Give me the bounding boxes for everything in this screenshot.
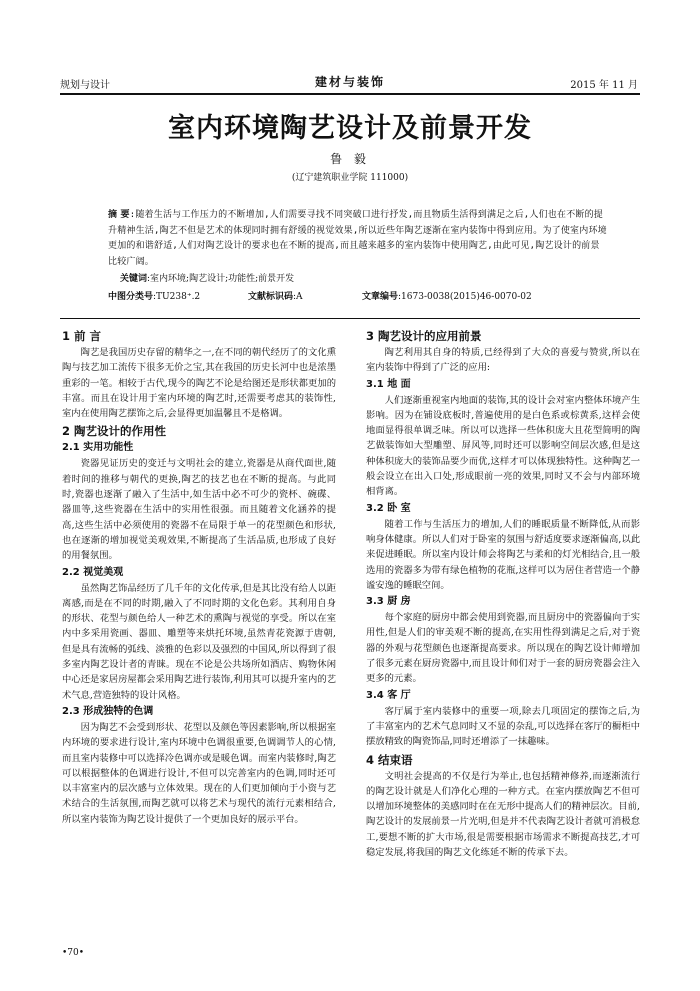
section-3-2-heading: 3.2 卧 室 — [366, 502, 411, 514]
section-3-4-heading: 3.4 客 厅 — [366, 689, 411, 701]
keywords — [120, 271, 294, 284]
section-3-1-paragraph: 人们逐渐重视室内地面的装饰,其的设计会对室内整体环境产生影响。因为在铺设底板时,普遍使用的是白色系或棕黄系,这样会使地面显得很单调乏味。所以可以选择一些体积庞大且花型简明的陶艺做装饰如大型雕塑、屏风等,同时还可以影响空间层次感,但是这种体积庞大的装饰品要少而优,这样才可以体现独特性。这种陶艺一般会设立在出入口处,形成眼前一亮的效果,同时又不会与内部环境相背离。 — [366, 394, 640, 498]
article-label: 文章编号 — [362, 292, 399, 302]
article-title: 室内环境陶艺设计及前景开发 — [168, 113, 532, 144]
article-number — [362, 289, 532, 302]
section-4-heading: 4 结束语 — [366, 752, 413, 767]
header-rule — [60, 93, 640, 95]
affiliation: (辽宁建筑职业学院 111000) — [291, 173, 409, 183]
section-2-heading: 2 陶艺设计的作用性 — [62, 424, 167, 439]
section-2-3-paragraph: 因为陶艺不会受到形状、花型以及颜色等因素影响,所以根据室内环境的要求进行设计,室内环境中色调很重要,色调调节人的心情,而且室内装修中可以选择冷色调亦或是暖色调。而室内装修时,陶艺可以根据整体的色调进行设计,不但可以完善室内的色调,同时还可以丰富室内的层次感与立体效果。现在的人们更加倾向于小资与艺术结合的生活氛围,而陶艺就可以将艺术与现代的流行元素相结合,所以室内装饰为陶艺设计提供了一个更加良好的展示平台。 — [62, 721, 336, 825]
page-number: •70• — [62, 948, 85, 958]
doc-code — [248, 289, 303, 302]
section-3-3-paragraph: 每个家庭的厨房中都会使用到瓷器,而且厨房中的瓷器偏向于实用性,但是人们的审美观不断的提高,在实用性得到满足之后,对于瓷器的外观与花型颜色也逐渐提高要求。所以现在的陶艺设计师增加了很多元素在厨房瓷器中,而且设计师们对于一套的厨房瓷器会注入更多的元素。 — [366, 612, 640, 685]
section-1-paragraph: 陶艺是我国历史存留的精华之一,在不同的朝代经历了的文化熏陶与技艺加工流传下很多无价之宝,其在我国的历史长河中也是浓墨重彩的一笔。相较于古代,现今的陶艺不论是给图还是形状都更加的丰富。而且在设计用于室内环境的陶艺时,还需要考虑其的装饰性,室内在使用陶艺摆饰之后,会显得更加温馨且不是格调。 — [62, 347, 336, 420]
keywords-text: :室内环境;陶艺设计;功能性;前景开发 — [147, 274, 295, 284]
right-column — [366, 326, 640, 860]
section-2-2-paragraph: 虽然陶艺饰品经历了几千年的文化传承,但是其比没有给人以距离感,而是在不同的时期,融入了不同时期的文化色彩。其利用自身的形状、花型与颜色给人一种艺术的熏陶与视觉的享受。所以在室内中多采用瓷画、器皿、雕塑等来烘托环境,虽然青花瓷源于唐朝,但是具有流畅的弧线、淡雅的色彩以及强烈的中国风,所以得到了很多室内陶艺设计者的青睐。现在不论是公共场所如酒店、购物休闲中心还是家居房屋都会采用陶艺进行装饰,利用其可以提升室内的艺术气息,营造独特的设计风格。 — [62, 582, 336, 701]
doc-value: :A — [293, 292, 303, 302]
section-3-2-paragraph: 随着工作与生活压力的增加,人们的睡眠质量不断降低,从而影响身体健康。所以人们对于卧室的氛围与舒适度要求逐渐偏高,以此来促进睡眠。所以室内设计师会将陶艺与柔和的灯光相结合,且一般选用的瓷器多为带有绿色植物的花瓶,这样可以为居住者营造一个静谧安逸的睡眠空间。 — [366, 518, 640, 591]
abstract-label: 摘 要 — [108, 210, 130, 220]
journal-name: 建材与装饰 — [314, 75, 385, 89]
section-3-4-paragraph: 客厅属于室内装修中的重要一项,除去几项固定的摆饰之后,为了丰富室内的艺术气息同时又不显的杂乱,可以选择在客厅的橱柜中摆放精致的陶瓷饰品,同时还增添了一抹趣味。 — [366, 705, 640, 748]
keywords-label: 关键词 — [120, 274, 148, 284]
section-3-1-heading: 3.1 地 面 — [366, 378, 411, 390]
section-4-paragraph: 文明社会提高的不仅是行为举止,也包括精神修养,而逐渐流行的陶艺设计就是人们净化心理的一种方式。在室内摆放陶艺不但可以增加环境整体的美感同时在在无形中提高人们的精神层次。目前,陶艺设计的发展前景一片光明,但是并不代表陶艺设计者就可消极怠工,要想不断的扩大市场,很是需要根据市场需求不断提高技艺,才可稳定发展,将我国的陶艺文化练延不断的传承下去。 — [366, 770, 640, 859]
issue-date: 2015 年 11 月 — [570, 80, 638, 91]
section-2-2-heading: 2.2 视觉美观 — [62, 566, 124, 578]
section-3-paragraph: 陶艺利用其自身的特质,已经得到了大众的喜爱与赞赏,所以在室内装饰中得到了广泛的应用: — [366, 347, 640, 374]
journal-section: 规划与设计 — [60, 80, 110, 91]
clc-label: 中图分类号 — [108, 292, 154, 302]
section-2-1-heading: 2.1 实用功能性 — [62, 442, 134, 454]
section-3-heading: 3 陶艺设计的应用前景 — [366, 329, 482, 343]
section-1-heading: 1 前 言 — [62, 329, 102, 343]
doc-label: 文献标识码 — [248, 292, 294, 302]
abstract — [108, 208, 608, 270]
section-2-3-heading: 2.3 形成独特的色调 — [62, 705, 154, 717]
body-separator — [60, 318, 640, 319]
author: 鲁 毅 — [330, 152, 370, 166]
clc-value: :TU238⁺.2 — [153, 292, 201, 302]
article-value: :1673-0038(2015)46-0070-02 — [398, 292, 532, 302]
clc-number — [108, 289, 200, 302]
abstract-text: :随着生活与工作压力的不断增加,人们需要寻找不同突破口进行抒发,而且物质生活得到满足之后,人们也在不断的提升精神生活,陶艺不但是艺术的体现同时拥有舒缓的视觉效果,所以近些年陶艺逐渐在室内装饰中得到应用。为了使室内环境更加的和谐舒适,人们对陶艺设计的要求也在不断的提高,而且越来越多的室内装饰中使用陶艺,由此可见,陶艺设计的前景比较广阔。 — [108, 210, 607, 267]
left-column — [62, 326, 336, 827]
section-3-3-heading: 3.3 厨 房 — [366, 596, 411, 608]
section-2-1-paragraph: 瓷器见证历史的变迁与文明社会的建立,瓷器是从商代面世,随着时间的推移与朝代的更换,陶艺的技艺也在不断的提高。与此同时,瓷器也逐渐了融入了生活中,如生活中必不可少的瓷杯、碗碟、器皿等,这些瓷器在生活中的实用性很强。而且随着文化涵养的提高,这些生活中必须使用的瓷器不在局限于单一的花型颜色和形状,也在逐渐的增加视觉美观效果,不断提高了生活品质,也形成了良好的用餐氛围。 — [62, 458, 336, 562]
